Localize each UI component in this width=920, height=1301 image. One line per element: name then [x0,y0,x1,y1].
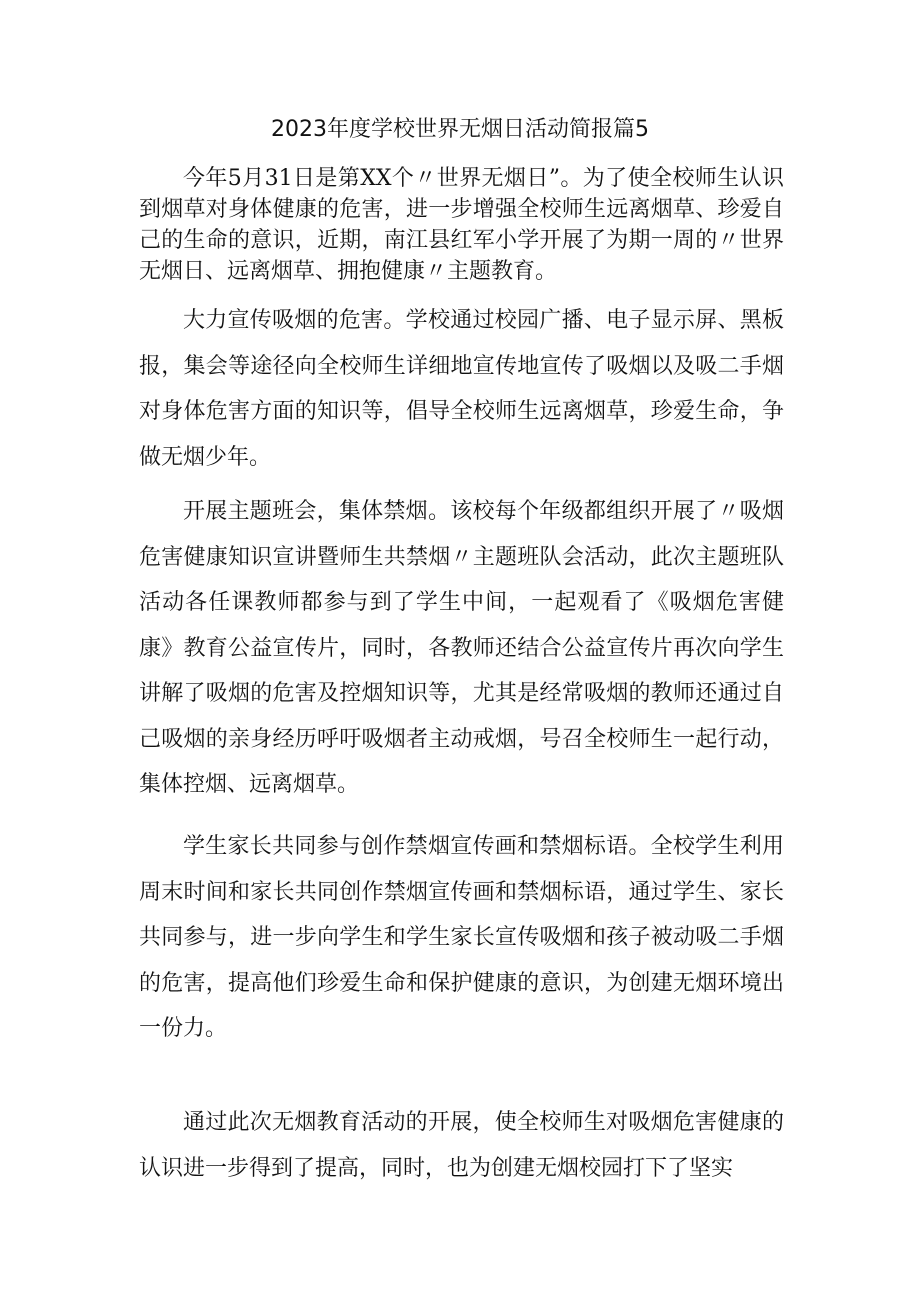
paragraph-conclusion: 通过此次无烟教育活动的开展，使全校师生对吸烟危害健康的认识进一步得到了提高，同时，也为创建无烟校园打下了坚实 [139,1110,784,1181]
document-title: 2023年度学校世界无烟日活动简报篇5 [271,117,649,142]
paragraph-parents: 学生家长共同参与创作禁烟宣传画和禁烟标语。全校学生利用周末时间和家长共同创作禁烟宣传画和禁烟标语，通过学生、家长共同参与，进一步向学生和学生家长宣传吸烟和孩子被动吸二手烟的危害，提高他们珍爱生命和保护健康的意识，为创建无烟环境出一份力。 [139,834,784,1041]
paragraph-class-meeting: 开展主题班会，集体禁烟。该校每个年级都组织开展了〃吸烟危害健康知识宣讲暨师生共禁烟〃主题班队会活动，此次主题班队活动各任课教师都参与到了学生中间，一起观看了《吸烟危害健康》教育公益宣传片，同时，各教师还结合公益宣传片再次向学生讲解了吸烟的危害及控烟知识等，尤其是经常吸烟的教师还通过自己吸烟的亲身经历呼吁吸烟者主动戒烟，号召全校师生一起行动，集体控烟、远离烟草。 [139,499,784,797]
paragraph-intro: 今年5月31日是第XX个〃世界无烟日”。为了使全校师生认识到烟草对身体健康的危害，进一步增强全校师生远离烟草、珍爱自己的生命的意识，近期，南江县红军小学开展了为期一周的〃世界无烟日、远离烟草、拥抱健康〃主题教育。 [139,166,784,284]
paragraph-publicity: 大力宣传吸烟的危害。学校通过校园广播、电子显示屏、黑板报，集会等途径向全校师生详细地宣传地宣传了吸烟以及吸二手烟对身体危害方面的知识等，倡导全校师生远离烟草，珍爱生命，争做无烟少年。 [139,308,784,470]
